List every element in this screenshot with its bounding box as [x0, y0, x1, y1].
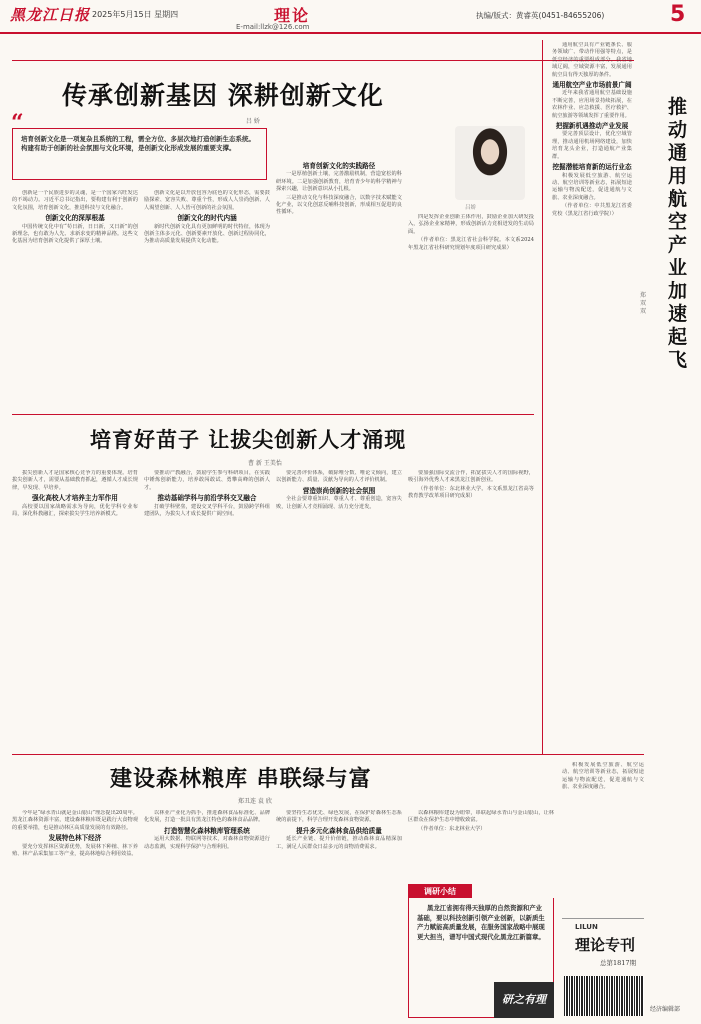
survey-label: 调研小结 — [408, 884, 472, 898]
article2-column-2 — [144, 470, 270, 740]
subheading: 提升多元化森林食品供给质量 — [296, 826, 382, 835]
divider-mid — [12, 414, 534, 415]
sidebar-column — [552, 42, 632, 750]
article2-column-4 — [408, 470, 534, 740]
paragraph: 创新文化是以开放包容为底色的文化形态，需要鼓励探索、宽容失败、尊重个性，形成人人崇尚创新、人人渴望创新、人人皆可创新的社会氛围。 — [144, 190, 270, 211]
article1-lede: “ 培育创新文化是一项复杂且系统的工程，需全方位、多层次地打造创新生态系统。构建有助于创新的社会氛围与文化环境，是创新文化形成发展的重要支撑。 — [12, 128, 267, 180]
author-note: （作者单位：东北林业大学。本文系黑龙江省高等教育教学改革项目研究成果） — [408, 485, 534, 500]
article1-column-2 — [144, 190, 270, 408]
paragraph: 一是厚植创新土壤，完善激励机制，营造宽松的科研环境。二是加强创新教育，培育青少年的科学精神与探索兴趣，让创新意识从小扎根。 — [276, 171, 402, 193]
paragraph: 拔尖创新人才是国家核心竞争力的重要体现。培育拔尖创新人才，需要从基础教育抓起，遵循人才成长规律，早发现、早培养。 — [12, 470, 138, 491]
paragraph: 打破学科壁垒，建设交叉学科平台，鼓励跨学科组建团队，为拔尖人才成长提供广阔空间。 — [144, 503, 270, 518]
sidebar-divider — [542, 40, 543, 754]
photo-caption: 吕娇 — [465, 205, 477, 211]
article3-author: 郑丑连 袁 欣 — [238, 798, 272, 805]
paragraph: 要坚持生态优先、绿色发展，在保护好森林生态系统的前提下，科学合理开发森林食物资源。 — [276, 810, 402, 824]
paragraph: 今年是“绿水青山就是金山银山”理念提出20周年。黑龙江森林资源丰富，建设森林粮库既是践行大食物观的重要举措，也是推动林区高质量发展的有效路径。 — [12, 810, 138, 831]
article2-author: 曹 新 王美怡 — [248, 460, 282, 467]
masthead — [0, 0, 701, 34]
sidebar-title: 推动通用航空产业加速起飞 — [668, 96, 688, 371]
subheading: 打造智慧化森林粮库管理系统 — [164, 826, 250, 835]
article3-column-4 — [408, 810, 554, 880]
paragraph: 四是发挥企业创新主体作用，鼓励企业加大研发投入，弘扬企业家精神，形成创新活力竞相迸发的生动局面。 — [408, 214, 534, 235]
paragraph: 创新是一个民族进步的灵魂，是一个国家兴旺发达的不竭动力。习近平总书记指出，要构建有利于创新的文化氛围，培育创新文化，推进科技与文化融合。 — [12, 190, 138, 211]
issue-number: 总第1817期 — [600, 959, 637, 967]
paragraph: 中国传统文化中有“苟日新，日日新，又日新”的创新理念，也有敢为人先、求新求变的精神品格。这些文化基因为培育创新文化提供了深厚土壤。 — [12, 223, 138, 245]
footer-divider — [562, 918, 644, 919]
divider-top — [12, 60, 634, 61]
article3-column-3 — [276, 810, 402, 1018]
sidebar-column-bottom — [562, 762, 644, 912]
sidebar-author: 郑双双 — [640, 292, 647, 315]
paragraph: 积极发展低空旅游、航空运动、航空培训等新业态，拓展短途运输与物流配送，促进通航与文旅、农业深度融合。 — [552, 172, 632, 201]
author-photo — [455, 126, 525, 200]
paragraph: 全社会要尊重知识、尊重人才、尊重创造，宽容失败，让创新人才竞相涌现、活力充分迸发。 — [276, 496, 402, 510]
subheading: 创新文化的时代内涵 — [177, 214, 237, 223]
paragraph: 延长产业链、提升价值链，推动森林食品精深加工，满足人民群众日益多元的食物消费需求。 — [276, 836, 402, 850]
survey-summary: 黑龙江省拥有得天独厚的自然资源和产业基础，要以科技创新引领产业创新，以新质生产力赋能高质量发展，在服务国家战略中展现更大担当，谱写中国式现代化黑龙江新篇章。 — [408, 898, 554, 1018]
article3-column-1 — [12, 810, 138, 1018]
paragraph: 新时代创新文化具有更加鲜明的时代特征，体现为创新主体多元化、创新要素开放化、创新过程协同化，为推动高质量发展提供文化动能。 — [144, 223, 270, 245]
paragraph: 要完善评价体系，破除唯分数、唯论文倾向，建立以创新能力、质量、贡献为导向的人才评价机制。 — [276, 470, 402, 484]
paragraph: 要加强国际交流合作，拓宽拔尖人才的国际视野，吸引海外优秀人才来黑龙江创新创业。 — [408, 470, 534, 484]
article1-column-1 — [12, 190, 138, 408]
section-name: 理论 — [274, 6, 311, 25]
article2-column-3 — [276, 470, 402, 740]
article1-author: 吕 娇 — [246, 118, 260, 125]
subheading: 通用航空产业市场前景广阔 — [552, 81, 632, 90]
divider-bottom — [12, 754, 644, 755]
subheading: 推动基础学科与前沿学科交叉融合 — [157, 494, 257, 503]
subheading: 强化高校人才培养主力军作用 — [32, 494, 118, 503]
column-logo: 研之有理 — [494, 982, 554, 1018]
article2-column-1 — [12, 470, 138, 740]
paragraph: 积极发展低空旅游、航空运动、航空培训等新业态，拓展短途运输与物流配送，促进通航与文旅、农业深度融合。 — [562, 762, 644, 791]
page-number: 5 — [670, 2, 686, 27]
author-note: （作者单位：黑龙江省社会科学院。本文系2024年黑龙江省社科研究规划年度项目研究成果） — [408, 237, 534, 251]
subheading: 把握新机遇推动产业发展 — [555, 122, 629, 131]
paragraph: 运用大数据、物联网等技术，对森林食物资源进行动态监测，实现科学保护与合理利用。 — [144, 836, 270, 850]
paragraph: 近年来我省通用航空基础设施不断完善，应用场景持续拓展，在农林作业、应急救援、医疗救护、航空旅游等领域发挥了重要作用。 — [552, 90, 632, 119]
paragraph: 以森林粮库建设为纽带，串联起绿水青山与金山银山，让林区群众在保护生态中增收致富。 — [408, 810, 554, 824]
editor-line: 执编/版式：黄睿英(0451-84655206) — [476, 11, 605, 20]
paragraph: 以林业产业化为抓手，推进森林食品标准化、品牌化发展，打造一批具有黑龙江特色的森林食品品牌。 — [144, 810, 270, 824]
paragraph: 要完善顶层设计，优化空域管理，推动通用机场网络建设，加快培育龙头企业，打造通航产业集群。 — [552, 131, 632, 160]
paragraph: 三是推动文化与科技深度融合，以数字技术赋能文化产业，以文化创意反哺科技创新，形成相互促进的良性循环。 — [276, 194, 402, 216]
article3-column-2 — [144, 810, 270, 1018]
paragraph: 要推动产教融合，鼓励学生参与科研项目，在实践中锤炼创新能力，培养敢闯敢试、勇攀高峰的创新人才。 — [144, 470, 270, 491]
author-note: （作者单位：中共黑龙江省委党校（黑龙江省行政学院）） — [552, 203, 632, 217]
barcode-label: 经济编辑部 — [650, 1006, 681, 1013]
barcode-icon — [564, 976, 644, 1016]
section-label: 理论专刊 — [575, 936, 636, 954]
date-line: 2025年5月15日 星期四 — [92, 10, 179, 19]
subheading: 培育创新文化的实践路径 — [302, 162, 376, 170]
article1-column-4 — [408, 214, 534, 408]
article3-title: 建设森林粮库 串联绿与富 — [110, 766, 372, 792]
section-label-en: LILUN — [575, 923, 598, 931]
subheading: 挖掘潜能培育新的运行业态 — [552, 163, 632, 172]
paragraph: 要充分发挥林区资源优势，发展林下种植、林下养殖、林产品采集加工等产业，提高林地综合利用效益。 — [12, 843, 138, 858]
paper-name: 黑龙江日报 — [10, 6, 91, 24]
subheading: 发展特色林下经济 — [48, 834, 102, 843]
paragraph: 通用航空具有产业链条长、服务领域广、带动作用强等特点，是低空经济的重要组成部分。我省地域辽阔，空域资源丰富，发展通用航空具有得天独厚的条件。 — [552, 42, 632, 78]
author-note: （作者单位：东北林业大学） — [418, 825, 486, 832]
email-line: E-mail:llzk@126.com — [236, 23, 310, 31]
subheading: 营造崇尚创新的社会氛围 — [302, 486, 376, 495]
paragraph: 高校要以国家战略需求为导向，优化学科专业布局，深化科教融汇，探索拔尖学生培养新模式。 — [12, 503, 138, 518]
subheading: 创新文化的深厚根基 — [45, 214, 105, 223]
article1-column-3 — [276, 160, 402, 408]
article2-title: 培育好苗子 让拔尖创新人才涌现 — [90, 427, 407, 452]
article1-title: 传承创新基因 深耕创新文化 — [62, 81, 384, 110]
